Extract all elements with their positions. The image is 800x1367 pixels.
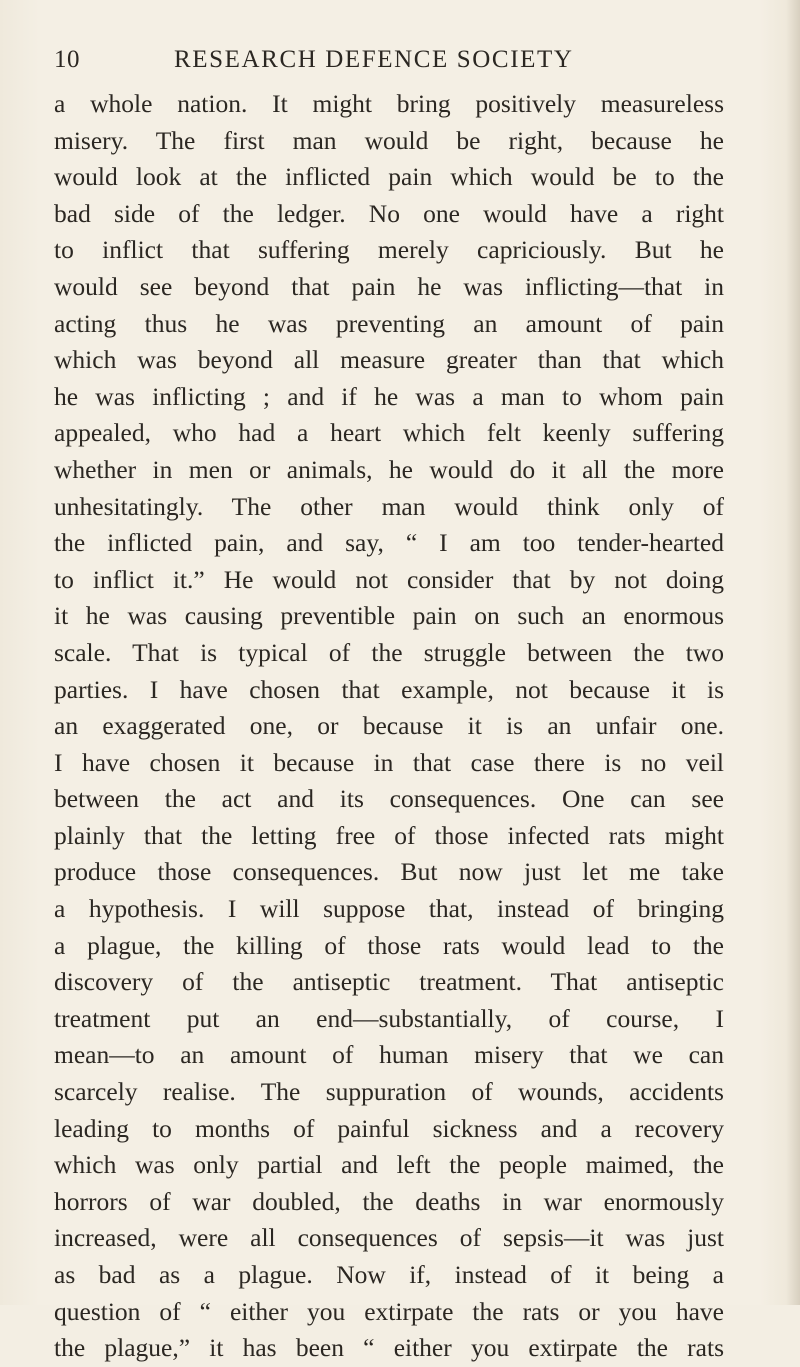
text-line: as bad as a plague. Now if, instead of it being a xyxy=(54,1260,724,1289)
text-line: unhesitatingly. The other man would think only of xyxy=(54,491,724,521)
text-line: he was inflicting ; and if he was a man to whom pain xyxy=(54,381,724,411)
text-line: misery. The first man would be right, because he xyxy=(54,125,724,155)
text-line: plainly that the letting free of those infected rats might xyxy=(54,820,724,850)
text-line: horrors of war doubled, the deaths in war enormously xyxy=(54,1186,724,1216)
text-line: appealed, who had a heart which felt keenly suffering xyxy=(54,418,724,448)
text-line: a whole nation. It might bring positively measureless xyxy=(54,89,724,118)
text-line: which was beyond all measure greater than that which xyxy=(54,345,724,375)
page-edge-shadow xyxy=(786,0,800,1305)
text-line: I have chosen it because in that case there is no veil xyxy=(54,747,724,777)
running-head: RESEARCH DEFENCE SOCIETY xyxy=(174,46,574,73)
text-line: produce those consequences. But now just let me take xyxy=(54,857,724,887)
text-line: leading to months of painful sickness and a recovery xyxy=(54,1113,724,1143)
text-line: discovery of the antiseptic treatment. That antiseptic xyxy=(54,967,724,997)
text-line: bad side of the ledger. No one would have a right xyxy=(54,198,724,228)
text-line: a hypothesis. I will suppose that, instead of bringing xyxy=(54,894,724,924)
page-number: 10 xyxy=(54,46,80,73)
text-line: the inflicted pain, and say, “ I am too tender-hearted xyxy=(54,528,724,558)
text-line: to inflict it.” He would not consider that by not doing xyxy=(54,564,724,594)
text-line: would see beyond that pain he was inflicting—that in xyxy=(54,271,724,301)
text-line: an exaggerated one, or because it is an unfair one. xyxy=(54,711,724,741)
text-line: a plague, the killing of those rats would lead to the xyxy=(54,930,724,960)
text-line: it he was causing preventible pain on such an enormous xyxy=(54,601,724,631)
text-line: parties. I have chosen that example, not because it is xyxy=(54,674,724,704)
text-line: scarcely realise. The suppuration of wounds, accidents xyxy=(54,1077,724,1107)
body-text xyxy=(54,86,724,1367)
text-line: increased, were all consequences of sepsis—it was just xyxy=(54,1223,724,1253)
text-line: treatment put an end—substantially, of course, I xyxy=(54,1003,724,1033)
text-line: between the act and its consequences. One can see xyxy=(54,784,724,814)
text-line: which was only partial and left the people maimed, the xyxy=(54,1150,724,1180)
text-line: scale. That is typical of the struggle between the two xyxy=(54,637,724,667)
text-line: acting thus he was preventing an amount of pain xyxy=(54,308,724,338)
text-line: question of “ either you extirpate the rats or you have xyxy=(54,1296,724,1326)
text-line: the plague,” it has been “ either you extirpate the rats xyxy=(54,1333,724,1363)
text-line: would look at the inflicted pain which would be to the xyxy=(54,162,724,192)
text-line: to inflict that suffering merely capriciously. But he xyxy=(54,235,724,265)
text-line: whether in men or animals, he would do it all the more xyxy=(54,454,724,484)
text-line: mean—to an amount of human misery that we can xyxy=(54,1040,724,1070)
page-header xyxy=(54,46,720,86)
